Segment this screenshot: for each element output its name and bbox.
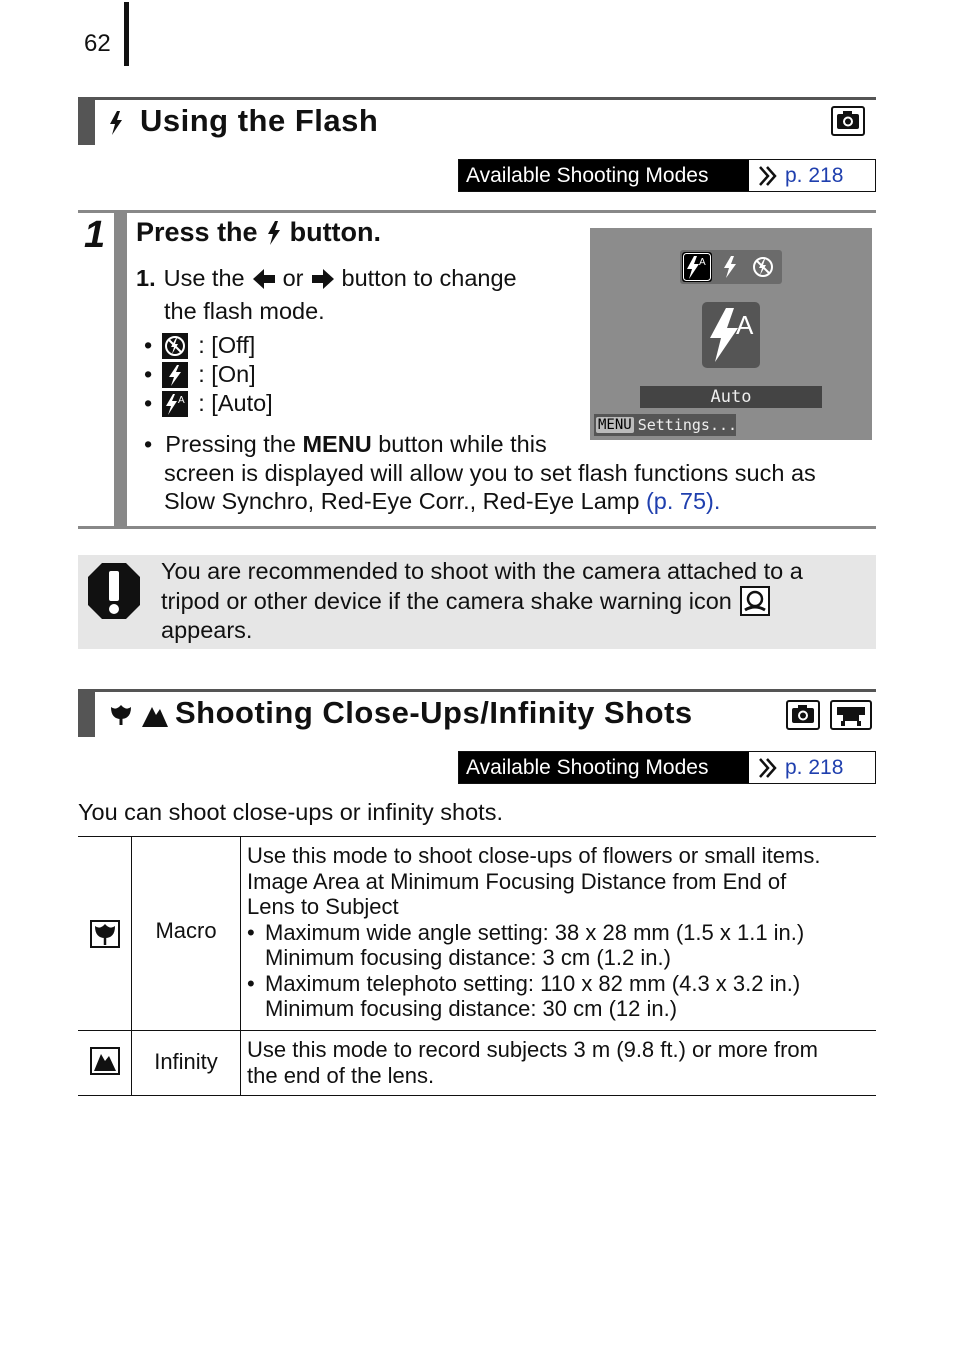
table-row bbox=[90, 1047, 120, 1080]
page-number: 62 bbox=[84, 30, 111, 57]
flash-mode-label: Auto bbox=[640, 386, 822, 408]
instruction-text-b: or bbox=[282, 265, 304, 291]
infinity-icon bbox=[90, 1047, 120, 1075]
bullet-off bbox=[144, 330, 255, 361]
instruction-text-c: button to change bbox=[341, 265, 517, 291]
available-modes-label: Available Shooting Modes bbox=[459, 752, 749, 783]
macro-description bbox=[247, 843, 871, 1022]
tele-focus-spec: Minimum focusing distance: 30 cm (12 in.) bbox=[265, 996, 678, 1021]
bullet-dot: • bbox=[144, 332, 153, 358]
available-modes-label: Available Shooting Modes bbox=[459, 160, 749, 191]
section-intro: You can shoot close-ups or infinity shots. bbox=[78, 799, 503, 825]
flash-on-icon bbox=[718, 254, 742, 280]
menu-note-line-1 bbox=[144, 429, 547, 460]
wide-angle-spec: Maximum wide angle setting: 38 x 28 mm (1.5 x 1.1 in.) bbox=[265, 919, 805, 945]
menu-key-badge: MENU bbox=[598, 417, 632, 433]
caution-line-2: tripod or other device if the camera shake warning icon bbox=[161, 587, 732, 614]
modes-table bbox=[78, 836, 876, 1096]
note-text-post: button while this bbox=[378, 431, 547, 457]
step-bottom-rule bbox=[78, 526, 876, 529]
double-chevron-icon bbox=[757, 165, 779, 187]
step-side-bar bbox=[114, 210, 127, 529]
header-rule bbox=[78, 689, 876, 692]
table-rule bbox=[78, 836, 876, 837]
svg-text:A: A bbox=[736, 310, 754, 340]
available-modes-bar bbox=[458, 159, 876, 192]
bullet-dot: • bbox=[144, 431, 153, 457]
page-ref-link[interactable] bbox=[749, 160, 843, 191]
caution-text bbox=[161, 557, 803, 645]
flash-on-icon bbox=[162, 362, 188, 388]
section-header-flash bbox=[78, 97, 876, 145]
table-rule bbox=[78, 1030, 876, 1031]
page-number-bar bbox=[124, 2, 129, 66]
flash-icon bbox=[266, 220, 282, 246]
flash-off-icon bbox=[162, 333, 188, 359]
svg-text:A: A bbox=[178, 394, 185, 406]
caution-icon bbox=[86, 561, 142, 623]
flash-auto-selected-icon bbox=[682, 252, 712, 282]
bullet-on bbox=[144, 359, 256, 390]
camera-shake-warning-icon bbox=[740, 586, 770, 616]
note-line-3-text: Slow Synchro, Red-Eye Corr., Red-Eye Lamp bbox=[164, 488, 640, 514]
page-ref-text: p. 218 bbox=[785, 163, 844, 187]
infinity-description bbox=[247, 1037, 871, 1088]
list-item bbox=[247, 971, 871, 1022]
table-rule bbox=[78, 1095, 876, 1096]
left-arrow-icon bbox=[253, 269, 275, 289]
page-75-link[interactable]: (p. 75) bbox=[645, 488, 714, 514]
flash-auto-icon bbox=[162, 391, 188, 417]
header-side-bar bbox=[78, 97, 95, 145]
flash-icon bbox=[108, 111, 124, 135]
macro-icon bbox=[90, 920, 120, 948]
step-number: 1 bbox=[84, 214, 106, 256]
available-modes-bar bbox=[458, 751, 876, 784]
list-item bbox=[247, 920, 871, 971]
lcd-menu-hint bbox=[594, 414, 736, 436]
macro-desc-line: Image Area at Minimum Focusing Distance from End of bbox=[247, 868, 787, 894]
instruction-text-a: Use the bbox=[163, 265, 245, 291]
camera-lcd-screen bbox=[590, 228, 872, 440]
table-row bbox=[90, 920, 120, 953]
instruction-number: 1. bbox=[136, 265, 156, 291]
menu-note-line-2: screen is displayed will allow you to set flash functions such as bbox=[164, 460, 816, 486]
instruction-line bbox=[136, 263, 517, 294]
telephoto-spec: Maximum telephoto setting: 110 x 82 mm (4.3 x 3.2 in.) bbox=[265, 970, 801, 996]
right-arrow-icon bbox=[312, 269, 334, 289]
mode-name-macro: Macro bbox=[155, 918, 217, 943]
instruction-line-2: the flash mode. bbox=[164, 298, 325, 324]
macro-icon bbox=[108, 703, 134, 727]
wide-focus-spec: Minimum focusing distance: 3 cm (1.2 in.) bbox=[265, 945, 671, 970]
camera-mode-icon bbox=[786, 700, 820, 730]
flash-off-icon bbox=[750, 254, 776, 280]
infinity-desc-line: the end of the lens. bbox=[247, 1062, 435, 1088]
settings-label: Settings... bbox=[637, 416, 738, 434]
camera-mode-icon bbox=[831, 106, 865, 136]
step-heading-post: button. bbox=[289, 217, 382, 247]
page-ref-link[interactable] bbox=[749, 752, 843, 783]
menu-key-label: MENU bbox=[302, 431, 372, 457]
caution-line-3: appears. bbox=[161, 617, 253, 643]
caution-line-1: You are recommended to shoot with the camera attached to a bbox=[161, 558, 803, 584]
bullet-dot: • bbox=[247, 919, 255, 945]
step-top-rule bbox=[78, 210, 876, 213]
step-heading bbox=[136, 217, 381, 248]
header-rule bbox=[78, 97, 876, 100]
note-end: . bbox=[713, 488, 721, 514]
double-chevron-icon bbox=[757, 757, 779, 779]
table-col-rule bbox=[240, 836, 241, 1096]
svg-text:A: A bbox=[699, 257, 706, 268]
flash-auto-large-icon bbox=[702, 302, 760, 368]
macro-desc-line: Use this mode to shoot close-ups of flowers or small items. bbox=[247, 843, 821, 868]
infinity-desc-line: Use this mode to record subjects 3 m (9.8 ft.) or more from bbox=[247, 1037, 818, 1062]
caution-box bbox=[78, 555, 876, 649]
section-header-closeups bbox=[78, 689, 876, 737]
bullet-auto-text: : [Auto] bbox=[198, 390, 273, 416]
note-text-pre: Pressing the bbox=[165, 431, 296, 457]
section-title: Shooting Close-Ups/Infinity Shots bbox=[175, 695, 693, 730]
bullet-dot: • bbox=[247, 970, 255, 996]
bullet-off-text: : [Off] bbox=[198, 332, 256, 358]
movie-mode-icon bbox=[830, 700, 872, 730]
bullet-dot: • bbox=[144, 390, 153, 416]
mode-name-infinity: Infinity bbox=[154, 1049, 218, 1074]
bullet-dot: • bbox=[144, 361, 153, 387]
bullet-on-text: : [On] bbox=[198, 361, 256, 387]
header-side-bar bbox=[78, 689, 95, 737]
bullet-auto bbox=[144, 388, 273, 419]
page-ref-text: p. 218 bbox=[785, 755, 844, 779]
caution-line-2-wrap bbox=[161, 586, 803, 616]
macro-desc-line: Lens to Subject bbox=[247, 894, 399, 919]
section-title: Using the Flash bbox=[140, 103, 379, 138]
menu-note-line-3 bbox=[164, 486, 720, 517]
step-heading-pre: Press the bbox=[136, 217, 258, 247]
infinity-icon bbox=[142, 703, 168, 727]
